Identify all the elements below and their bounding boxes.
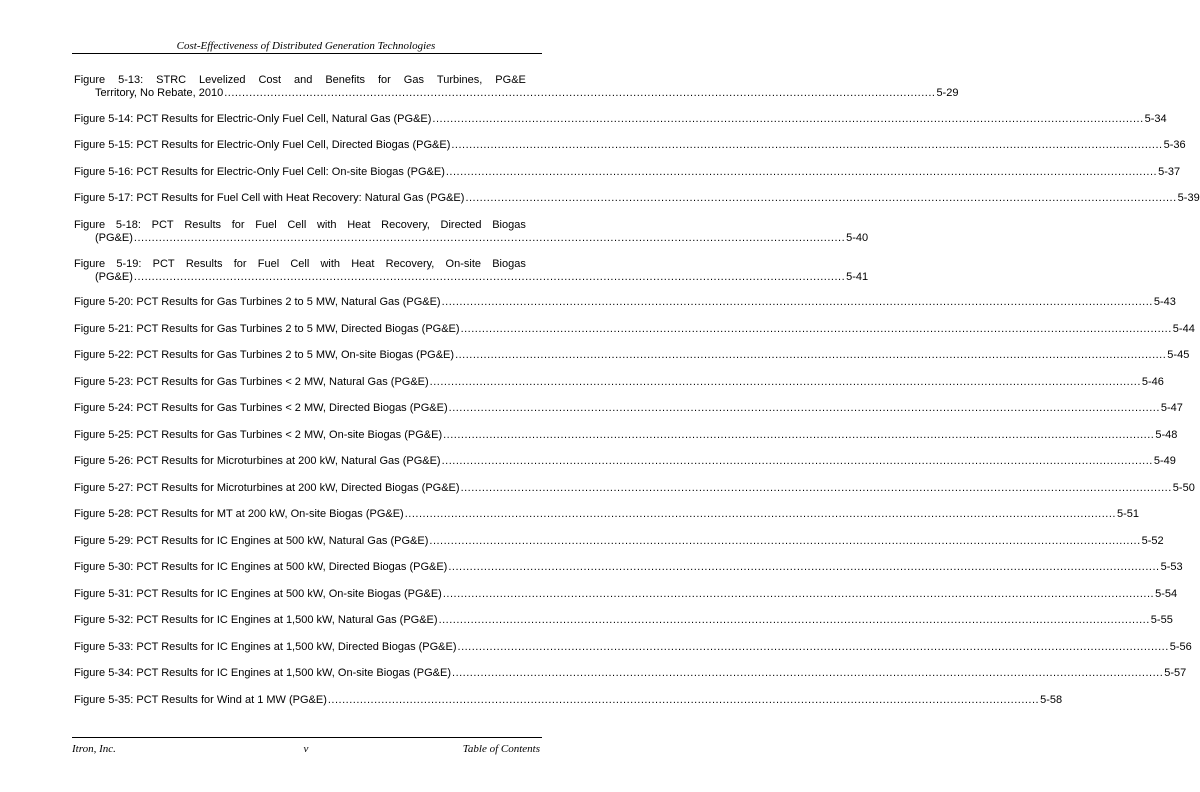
toc-page-number: 5-29 xyxy=(936,87,959,99)
toc-entry[interactable] xyxy=(74,588,1178,601)
toc-title-word: Turbines, xyxy=(436,74,483,86)
dot-leader: ........................................................................................................................................................................................................ xyxy=(429,535,1141,547)
toc-page-number: 5-44 xyxy=(1172,323,1195,335)
toc-title-word: PCT xyxy=(152,258,175,270)
toc-entry-title: Figure 5-15: PCT Results for Electric-Only Fuel Cell, Directed Biogas (PG&E) xyxy=(74,139,451,151)
toc-title-word: and xyxy=(294,74,313,86)
toc-page-number: 5-43 xyxy=(1153,296,1176,308)
page-header-title: Cost-Effectiveness of Distributed Generation Technologies xyxy=(176,40,436,52)
toc-entry-title: Figure 5-34: PCT Results for IC Engines at 1,500 kW, On-site Biogas (PG&E) xyxy=(74,667,452,679)
toc-page-number: 5-51 xyxy=(1116,508,1139,520)
footer-page-number: v xyxy=(303,743,309,755)
toc-entry-title: Figure 5-23: PCT Results for Gas Turbines < 2 MW, Natural Gas (PG&E) xyxy=(74,376,429,388)
toc-title-word: Recovery, xyxy=(385,258,435,270)
header-rule xyxy=(72,53,542,54)
toc-title-word: Heat xyxy=(351,258,375,270)
dot-leader: ........................................................................................................................................................................................................ xyxy=(438,614,1150,626)
dot-leader: ........................................................................................................................................................................................................ xyxy=(451,139,1163,151)
toc-entry-title: Figure 5-32: PCT Results for IC Engines at 1,500 kW, Natural Gas (PG&E) xyxy=(74,614,438,626)
toc-page-number: 5-48 xyxy=(1155,429,1178,441)
toc-page-number: 5-57 xyxy=(1164,667,1187,679)
dot-leader: ........................................................................................................................................................................................................ xyxy=(465,192,1177,204)
toc-entry-title: Figure 5-17: PCT Results for Fuel Cell with Heat Recovery: Natural Gas (PG&E) xyxy=(74,192,465,204)
toc-page-number: 5-36 xyxy=(1163,139,1186,151)
toc-entry[interactable] xyxy=(74,296,1176,309)
toc-page-number: 5-52 xyxy=(1141,535,1164,547)
toc-entry[interactable] xyxy=(74,455,1176,468)
toc-entry[interactable] xyxy=(74,74,959,100)
toc-entry[interactable] xyxy=(74,508,1139,521)
toc-entry[interactable] xyxy=(74,192,1200,205)
toc-page-number: 5-49 xyxy=(1153,455,1176,467)
toc-title-word: for xyxy=(378,74,391,86)
toc-page-number: 5-34 xyxy=(1144,113,1167,125)
dot-leader: ........................................................................................................................................................................................................ xyxy=(457,641,1169,653)
toc-title-word: Cost xyxy=(258,74,282,86)
toc-entry[interactable] xyxy=(74,429,1178,442)
toc-entry[interactable] xyxy=(74,166,1181,179)
toc-entry[interactable] xyxy=(74,258,869,284)
toc-entry-title: Figure 5-30: PCT Results for IC Engines at 500 kW, Directed Biogas (PG&E) xyxy=(74,561,448,573)
toc-page-number: 5-46 xyxy=(1141,376,1164,388)
dot-leader: ........................................................................................................................................................................................................ xyxy=(445,166,1158,178)
toc-title-word: On-site xyxy=(445,258,482,270)
dot-leader: ........................................................................................................................................................................................................ xyxy=(442,588,1155,600)
toc-title-word: Fuel xyxy=(255,219,277,231)
toc-title-word: 5-18: xyxy=(115,219,141,231)
toc-page-number: 5-54 xyxy=(1155,588,1178,600)
toc-entry-title: Figure 5-22: PCT Results for Gas Turbines 2 to 5 MW, On-site Biogas (PG&E) xyxy=(74,349,455,361)
dot-leader: ........................................................................................................................................................................................................ xyxy=(460,323,1172,335)
toc-entry-title-line1 xyxy=(74,74,526,87)
toc-title-word: Biogas xyxy=(492,219,526,231)
toc-title-word: with xyxy=(320,258,341,270)
toc-entry-title: Figure 5-26: PCT Results for Microturbines at 200 kW, Natural Gas (PG&E) xyxy=(74,455,441,467)
footer-company: Itron, Inc. xyxy=(72,743,116,755)
toc-entry[interactable] xyxy=(74,219,869,245)
footer-rule xyxy=(72,737,542,738)
toc-title-word: 5-13: xyxy=(118,74,144,86)
dot-leader: ........................................................................................................................................................................................................ xyxy=(133,271,846,283)
footer-section: Table of Contents xyxy=(462,743,540,755)
toc-entry-title: Figure 5-33: PCT Results for IC Engines at 1,500 kW, Directed Biogas (PG&E) xyxy=(74,641,457,653)
dot-leader: ........................................................................................................................................................................................................ xyxy=(448,402,1160,414)
dot-leader: ........................................................................................................................................................................................................ xyxy=(448,561,1160,573)
toc-page-number: 5-56 xyxy=(1169,641,1192,653)
toc-title-word: Figure xyxy=(74,219,106,231)
toc-page-number: 5-45 xyxy=(1167,349,1190,361)
toc-page-number: 5-55 xyxy=(1150,614,1173,626)
toc-entry[interactable] xyxy=(74,482,1195,495)
toc-title-word: STRC xyxy=(156,74,187,86)
toc-page-number: 5-40 xyxy=(846,232,869,244)
toc-title-word: Directed xyxy=(440,219,482,231)
dot-leader: ........................................................................................................................................................................................................ xyxy=(224,87,936,99)
toc-entry-title: Figure 5-20: PCT Results for Gas Turbines 2 to 5 MW, Natural Gas (PG&E) xyxy=(74,296,441,308)
toc-title-word: Biogas xyxy=(492,258,526,270)
toc-title-word: with xyxy=(316,219,337,231)
toc-title-word: 5-19: xyxy=(116,258,142,270)
toc-page-number: 5-47 xyxy=(1160,402,1183,414)
toc-title-word: Cell xyxy=(290,258,310,270)
toc-title-word: PCT xyxy=(151,219,174,231)
toc-entry-title: Figure 5-21: PCT Results for Gas Turbines 2 to 5 MW, Directed Biogas (PG&E) xyxy=(74,323,460,335)
toc-entry-title: Figure 5-24: PCT Results for Gas Turbines < 2 MW, Directed Biogas (PG&E) xyxy=(74,402,448,414)
toc-title-word: Benefits xyxy=(325,74,366,86)
toc-entry[interactable] xyxy=(74,535,1164,548)
dot-leader: ........................................................................................................................................................................................................ xyxy=(404,508,1116,520)
toc-entry[interactable] xyxy=(74,113,1167,126)
toc-title-word: Heat xyxy=(347,219,371,231)
toc-title-word: for xyxy=(231,219,245,231)
toc-entry-title-line1 xyxy=(74,219,526,232)
toc-entry[interactable] xyxy=(74,667,1187,680)
toc-page-number: 5-53 xyxy=(1160,561,1183,573)
toc-entry-title: Figure 5-29: PCT Results for IC Engines at 500 kW, Natural Gas (PG&E) xyxy=(74,535,429,547)
toc-title-word: PG&E xyxy=(495,74,526,86)
toc-entry-title: Figure 5-28: PCT Results for MT at 200 kW, On-site Biogas (PG&E) xyxy=(74,508,404,520)
toc-title-word: Results xyxy=(184,219,222,231)
toc-entry[interactable] xyxy=(74,139,1186,152)
toc-entry-title: Figure 5-27: PCT Results for Microturbines at 200 kW, Directed Biogas (PG&E) xyxy=(74,482,460,494)
toc-entry-title: Territory, No Rebate, 2010 xyxy=(95,87,224,99)
toc-entry-title: (PG&E) xyxy=(95,232,133,244)
toc-title-word: Gas xyxy=(403,74,424,86)
toc-page-number: 5-58 xyxy=(1040,694,1063,706)
toc-page-number: 5-50 xyxy=(1172,482,1195,494)
toc-entry[interactable] xyxy=(74,376,1164,389)
dot-leader: ........................................................................................................................................................................................................ xyxy=(460,482,1172,494)
dot-leader: ........................................................................................................................................................................................................ xyxy=(432,113,1144,125)
dot-leader: ........................................................................................................................................................................................................ xyxy=(455,349,1167,361)
toc-entry-title: Figure 5-25: PCT Results for Gas Turbines < 2 MW, On-site Biogas (PG&E) xyxy=(74,429,443,441)
toc-title-word: Results xyxy=(185,258,223,270)
toc-entry-title: Figure 5-35: PCT Results for Wind at 1 MW (PG&E) xyxy=(74,694,327,706)
toc-entry-title: (PG&E) xyxy=(95,271,133,283)
dot-leader: ........................................................................................................................................................................................................ xyxy=(441,455,1153,467)
toc-entry[interactable] xyxy=(74,641,1192,654)
toc-entry[interactable] xyxy=(74,614,1173,627)
toc-title-word: Recovery, xyxy=(381,219,430,231)
toc-title-word: Figure xyxy=(74,258,106,270)
toc-entry-title: Figure 5-16: PCT Results for Electric-Only Fuel Cell: On-site Biogas (PG&E) xyxy=(74,166,445,178)
dot-leader: ........................................................................................................................................................................................................ xyxy=(327,694,1040,706)
toc-entry-title: Figure 5-31: PCT Results for IC Engines at 500 kW, On-site Biogas (PG&E) xyxy=(74,588,442,600)
toc-page-number: 5-39 xyxy=(1177,192,1200,204)
toc-title-word: Fuel xyxy=(257,258,280,270)
toc-title-word: Cell xyxy=(287,219,307,231)
toc-page-number: 5-41 xyxy=(846,271,869,283)
toc-title-word: Figure xyxy=(74,74,106,86)
dot-leader: ........................................................................................................................................................................................................ xyxy=(452,667,1164,679)
toc-entry[interactable] xyxy=(74,323,1195,336)
toc-entry-title: Figure 5-14: PCT Results for Electric-Only Fuel Cell, Natural Gas (PG&E) xyxy=(74,113,432,125)
toc-entry[interactable] xyxy=(74,694,1063,707)
dot-leader: ........................................................................................................................................................................................................ xyxy=(443,429,1155,441)
dot-leader: ........................................................................................................................................................................................................ xyxy=(133,232,846,244)
dot-leader: ........................................................................................................................................................................................................ xyxy=(429,376,1141,388)
toc-entry[interactable] xyxy=(74,561,1183,574)
dot-leader: ........................................................................................................................................................................................................ xyxy=(441,296,1153,308)
toc-title-word: for xyxy=(233,258,247,270)
toc-entry[interactable] xyxy=(74,349,1190,362)
toc-title-word: Levelized xyxy=(199,74,246,86)
toc-page-number: 5-37 xyxy=(1158,166,1181,178)
toc-entry-title-line1 xyxy=(74,258,526,271)
toc-entry[interactable] xyxy=(74,402,1183,415)
